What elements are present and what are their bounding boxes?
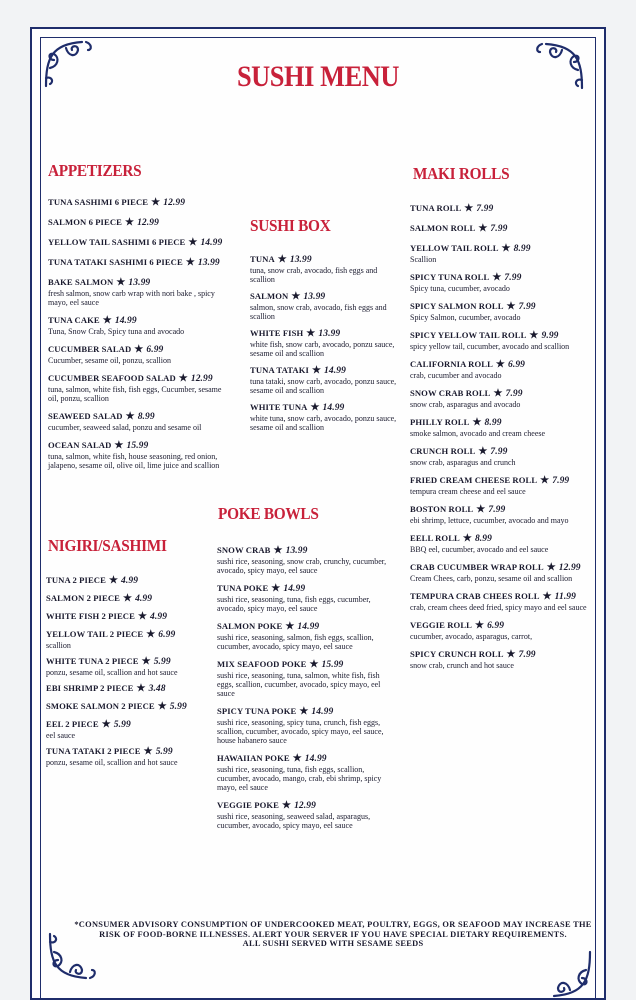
menu-item-name: CUCUMBER SALAD [48,344,132,354]
menu-item-price: 4.99 [121,576,139,586]
corner-ornament-bottom-right [536,948,594,1000]
menu-item-name-row [410,243,588,255]
consumer-advisory [70,920,596,949]
star-icon: ★ [157,701,167,712]
menu-item-price: 12.99 [137,218,159,228]
menu-item-description: sushi rice, seasoning, tuna, salmon, white fish, fish eggs, scallion, cucumber, avocado, spicy mayo, eel sauce [217,671,381,698]
menu-item-name-row [48,237,233,249]
menu-item-name-row [48,257,233,269]
menu-item-price: 7.99 [518,650,536,660]
menu-item-name: VEGGIE ROLL [410,620,472,630]
menu-item-name: SALMON 6 PIECE [48,217,122,227]
menu-item-name: YELLOW TAIL ROLL [410,243,499,253]
menu-item-name: SALMON [250,291,289,301]
menu-item-name-row [410,359,588,371]
menu-item [46,719,231,740]
menu-item-price: 7.99 [505,389,523,399]
menu-item-description: smoke salmon, avocado and cream cheese [410,429,546,438]
menu-item-description: Tuna, Snow Crab, Spicy tuna and avocado [48,327,185,336]
menu-item-price: 13.99 [303,292,326,302]
star-icon: ★ [101,719,111,730]
poke-bowls-list [217,545,397,838]
menu-item-name-row [46,683,231,695]
menu-item-name-row [250,254,402,266]
star-icon: ★ [292,753,302,764]
menu-item [410,562,588,583]
menu-item-price: 8.99 [137,412,155,422]
menu-item-description: tuna tataki, snow carb, avocado, ponzu sauce, sesame oil and scallion [250,377,397,395]
menu-item [217,706,397,745]
menu-item-name: CUCUMBER SEAFOOD SALAD [48,373,176,383]
menu-item-price: 5.99 [153,657,171,667]
star-icon: ★ [506,649,516,660]
star-icon: ★ [277,254,287,265]
menu-item-name: SALMON 2 PIECE [46,593,120,603]
menu-item-price: 11.99 [554,592,576,602]
star-icon: ★ [151,197,161,208]
star-icon: ★ [134,344,144,355]
menu-item-price: 8.99 [513,244,531,254]
menu-item [410,504,588,525]
menu-item-name: OCEAN SALAD [48,440,112,450]
menu-item [48,277,233,307]
menu-item-price: 7.99 [490,447,508,457]
menu-item-price: 4.99 [150,612,168,622]
menu-item-description: ponzu, sesame oil, scallion and hot sauce [46,668,178,677]
nigiri-heading: NIGIRI/SASHIMI [48,536,167,555]
menu-item-description: Cucumber, sesame oil, ponzu, scallion [48,356,171,365]
star-icon: ★ [122,593,133,604]
menu-item-name-row [217,753,397,765]
menu-item-name: BOSTON ROLL [410,504,474,514]
star-icon: ★ [492,272,502,283]
menu-item [46,629,231,650]
menu-item-name: TUNA SASHIMI 6 PIECE [48,197,149,207]
menu-item-name-row [46,746,231,758]
menu-item-description: Scallion [410,255,437,264]
menu-item-name: EELL ROLL [410,533,460,543]
menu-item-name-row [250,328,402,340]
poke-bowls-heading: POKE BOWLS [218,504,319,523]
menu-item-price: 13.99 [318,329,341,339]
menu-item-price: 7.99 [552,476,570,486]
star-icon: ★ [311,365,322,376]
menu-item [46,701,231,713]
menu-item-name: TUNA TATAKI [250,365,309,375]
star-icon: ★ [141,656,151,667]
star-icon: ★ [125,411,135,422]
menu-item-description: sushi rice, seasoning, seaweed salad, asparagus, cucumber, avocado, spicy mayo, eel sauce [217,812,371,830]
menu-item-name-row [410,272,588,284]
menu-item-name-row [46,701,231,713]
menu-item-price: 14.99 [324,366,346,376]
menu-item [48,257,233,269]
menu-item-price: 12.99 [294,801,316,811]
menu-item [250,254,402,284]
menu-item-name: TUNA ROLL [410,203,462,213]
menu-item [46,746,231,767]
menu-item-price: 7.99 [518,302,536,312]
star-icon: ★ [188,237,198,248]
menu-item-description: BBQ eel, cucumber, avocado and eel sauce [410,545,549,554]
menu-item-name: TUNA TATAKI 2 PIECE [46,746,141,756]
menu-item-name-row [217,621,397,633]
menu-item-description: white tuna, snow carb, avocado, ponzu sauce, sesame oil and scallion [250,414,397,432]
menu-item-description: tuna, salmon, white fish, house seasoning, red onion, jalapeno, sesame oil, olive oil, lime juice and scallion [48,452,220,470]
menu-item-price: 12.99 [163,198,186,208]
menu-item-name: MIX SEAFOOD POKE [217,659,307,669]
menu-item-name: HAWAIIAN POKE [217,753,290,763]
menu-item-name-row [217,659,397,671]
menu-item-name: WHITE FISH 2 PIECE [46,611,135,621]
menu-item-description: tempura cream cheese and eel sauce [410,487,526,496]
star-icon: ★ [273,545,283,556]
menu-item [410,475,588,496]
menu-item-name-row [410,504,588,516]
star-icon: ★ [542,591,552,602]
menu-item-description: scallion [46,641,71,650]
sesame-note: ALL SUSHI SERVED WITH SESAME SEEDS [242,939,424,948]
menu-item [250,402,402,432]
menu-item-description: snow crab, asparagus and avocado [410,400,521,409]
star-icon: ★ [472,417,482,428]
menu-item-price: 15.99 [321,660,344,670]
menu-item-name: WHITE TUNA [250,402,308,412]
menu-item-name: SMOKE SALMON 2 PIECE [46,701,155,711]
menu-item [250,365,402,395]
menu-item-name: YELLOW TAIL SASHIMI 6 PIECE [48,237,186,247]
menu-item-price: 6.99 [158,630,176,640]
menu-item [46,575,231,587]
menu-item-price: 15.99 [126,441,149,451]
menu-item-price: 13.99 [197,258,220,268]
menu-item-price: 14.99 [283,584,306,594]
menu-item [48,197,233,209]
menu-item-name: SNOW CRAB ROLL [410,388,491,398]
menu-item-name-row [46,656,231,668]
menu-item-name: YELLOW TAIL 2 PIECE [46,629,144,639]
menu-item [410,203,588,215]
menu-item-name-row [250,291,402,303]
appetizers-list [48,197,233,478]
menu-item-name-row [217,545,397,557]
menu-item-name-row [250,365,402,377]
menu-item-name: EEL 2 PIECE [46,719,99,729]
menu-item-name: TUNA 2 PIECE [46,575,106,585]
star-icon: ★ [506,301,516,312]
sushi-box-list [250,254,402,439]
menu-item-name-row [46,719,231,731]
menu-title: SUSHI MENU [236,60,400,93]
star-icon: ★ [306,328,316,339]
star-icon: ★ [185,257,195,268]
menu-item-name-row [410,649,588,661]
menu-item [250,291,402,321]
menu-item-price: 5.99 [169,702,187,712]
menu-item-name-row [46,629,231,641]
menu-item [46,683,231,695]
sushi-box-heading: SUSHI BOX [250,216,331,235]
menu-item-name: BAKE SALMON [48,277,114,287]
menu-item-name-row [48,315,233,327]
menu-item-name-row [410,533,588,545]
menu-item-name-row [410,223,588,235]
menu-item-price: 5.99 [155,747,173,757]
menu-item-description: cucumber, seaweed salad, ponzu and sesame oil [48,423,202,432]
menu-item-price: 14.99 [322,403,345,413]
menu-item [48,373,233,403]
menu-item-description: white fish, snow carb, avocado, ponzu sauce, sesame oil and scallion [250,340,395,358]
menu-item-price: 14.99 [114,316,137,326]
star-icon: ★ [137,611,148,622]
menu-item-name-row [410,301,588,313]
menu-item-price: 9.99 [541,331,559,341]
menu-item-description: Spicy Salmon, cucumber, avocado [410,313,521,322]
menu-item [410,446,588,467]
menu-item-price: 5.99 [113,720,131,730]
menu-item-price: 14.99 [297,622,320,632]
menu-item [410,417,588,438]
menu-item-description: sushi rice, seasoning, spicy tuna, crunch, fish eggs, scallion, cucumber, avocado, spicy mayo, eel sauce, house habanero sauce [217,718,384,745]
menu-item [410,620,588,641]
menu-item-description: snow crab, asparagus and crunch [410,458,516,467]
menu-item-description: sushi rice, seasoning, salmon, fish eggs, scallion, cucumber, avocado, spicy mayo, eel sauce [217,633,374,651]
menu-item-description: salmon, snow crab, avocado, fish eggs and scallion [250,303,387,321]
menu-item-price: 7.99 [504,273,522,283]
menu-item [410,243,588,264]
menu-item-name: TUNA CAKE [48,315,100,325]
menu-item-description: tuna, snow crab, avocado, fish eggs and scallion [250,266,378,284]
menu-item-name: TUNA TATAKI SASHIMI 6 PIECE [48,257,183,267]
nigiri-list [46,575,231,773]
menu-item-price: 6.99 [508,360,526,370]
menu-item-description: crab, cucumber and avocado [410,371,502,380]
menu-item-description: sushi rice, seasoning, tuna, fish eggs, cucumber, avocado, spicy mayo, eel sauce [217,595,371,613]
star-icon: ★ [462,533,472,544]
menu-item-name: SPICY SALMON ROLL [410,301,504,311]
menu-item-name-row [410,388,588,400]
menu-item-name-row [48,344,233,356]
star-icon: ★ [476,504,486,515]
menu-item [48,315,233,336]
menu-item-price: 7.99 [490,224,508,234]
menu-item-price: 13.99 [285,546,308,556]
menu-item-name-row [48,277,233,289]
menu-item-price: 6.99 [487,621,505,631]
menu-item-name: PHILLY ROLL [410,417,470,427]
star-icon: ★ [310,402,320,413]
menu-item [48,344,233,365]
menu-item [48,440,233,470]
menu-item [48,411,233,432]
menu-item-name-row [410,591,588,603]
star-icon: ★ [102,315,112,326]
advisory-text: *CONSUMER ADVISORY CONSUMPTION OF UNDERCOOKED MEAT, POULTRY, EGGS, OR SEAFOOD MAY INCREASE THE RISK OF FOOD-BORNE ILLNESSES. ALERT YOUR SERVER IF YOU HAVE SPECIAL DIETARY REQUIREMENTS. [74,920,592,939]
star-icon: ★ [529,330,539,341]
menu-item-description: snow crab, crunch and hot sauce [410,661,514,670]
menu-item [410,330,588,351]
menu-item-price: 14.99 [311,707,334,717]
star-icon: ★ [285,621,295,632]
star-icon: ★ [540,475,550,486]
menu-item-description: spicy yellow tail, cucumber, avocado and scallion [410,342,570,351]
menu-item [250,328,402,358]
menu-item [217,753,397,792]
star-icon: ★ [146,629,156,640]
menu-item-name: SPICY TUNA POKE [217,706,297,716]
menu-item-name-row [46,611,231,623]
menu-item-price: 7.99 [476,204,494,214]
menu-item [410,272,588,293]
star-icon: ★ [501,243,511,254]
menu-item [410,649,588,670]
menu-item [410,533,588,554]
star-icon: ★ [114,440,124,451]
menu-item-name-row [410,330,588,342]
menu-item-price: 14.99 [304,754,327,764]
menu-item-name-row [410,562,588,574]
menu-item-price: 13.99 [289,255,312,265]
menu-item-name-row [410,417,588,429]
menu-item-name: TUNA POKE [217,583,269,593]
star-icon: ★ [143,746,153,757]
menu-item [48,237,233,249]
menu-item-name-row [46,593,231,605]
menu-item-price: 4.99 [135,594,153,604]
menu-item-price: 7.99 [488,505,506,515]
star-icon: ★ [299,706,309,717]
menu-item-description: tuna, salmon, white fish, fish eggs, Cucumber, sesame oil, ponzu, scallion [48,385,222,403]
menu-item [46,611,231,623]
menu-item-description: fresh salmon, snow carb wrap with nori bake , spicy mayo, eel sauce [48,289,215,307]
menu-item [46,656,231,677]
star-icon: ★ [478,446,488,457]
menu-item [48,217,233,229]
star-icon: ★ [493,388,503,399]
menu-item-name-row [217,706,397,718]
menu-item-description: ebi shrimp, lettuce, cucumber, avocado and mayo [410,516,569,525]
menu-item-name: EBI SHRIMP 2 PIECE [46,683,134,693]
star-icon: ★ [546,562,556,573]
star-icon: ★ [116,277,126,288]
star-icon: ★ [271,583,281,594]
menu-item-name-row [410,203,588,215]
menu-item-name: SALMON ROLL [410,223,476,233]
menu-item-price: 14.99 [200,238,223,248]
menu-item-name-row [217,583,397,595]
star-icon: ★ [136,683,146,694]
star-icon: ★ [291,291,301,302]
menu-item [410,359,588,380]
menu-item-name-row [410,475,588,487]
menu-item-name: SEAWEED SALAD [48,411,123,421]
star-icon: ★ [124,217,135,228]
menu-item-name: SNOW CRAB [217,545,271,555]
menu-item [217,800,397,830]
menu-item-name: CRUNCH ROLL [410,446,476,456]
menu-item-price: 6.99 [146,345,164,355]
menu-item-description: crab, cream chees deed fried, spicy mayo and eel sauce [410,603,587,612]
menu-item-name-row [48,411,233,423]
menu-item-name: TEMPURA CRAB CHEES ROLL [410,591,540,601]
menu-item-name-row [48,373,233,385]
menu-item-name-row [46,575,231,587]
menu-item-name: SPICY CRUNCH ROLL [410,649,504,659]
menu-item [410,388,588,409]
menu-item [217,545,397,575]
menu-item-name: WHITE FISH [250,328,304,338]
star-icon: ★ [475,620,485,631]
star-icon: ★ [478,223,488,234]
menu-item-name-row [48,197,233,209]
maki-rolls-list [410,203,588,678]
menu-item-name: CRAB CUCUMBER WRAP ROLL [410,562,544,572]
menu-item-name: SPICY TUNA ROLL [410,272,490,282]
menu-item-name-row [410,446,588,458]
star-icon: ★ [178,373,188,384]
menu-item-name: TUNA [250,254,275,264]
menu-item-name-row [48,440,233,452]
menu-item-price: 13.99 [128,278,151,288]
star-icon: ★ [281,800,292,811]
menu-item-name: FRIED CREAM CHEESE ROLL [410,475,538,485]
menu-item-description: cucumber, avocado, asparagus, carrot, [410,632,533,641]
maki-rolls-heading: MAKI ROLLS [413,164,510,183]
appetizers-heading: APPETIZERS [48,161,142,180]
menu-item-description: sushi rice, seasoning, tuna, fish eggs, scallion, cucumber, avocado, mango, crab, ebi shrimp, spicy mayo, eel sauce [217,765,382,792]
menu-item-price: 8.99 [474,534,492,544]
star-icon: ★ [464,203,474,214]
menu-item [217,583,397,613]
menu-item [217,621,397,651]
menu-item [217,659,397,698]
menu-item [410,301,588,322]
menu-item-description: ponzu, sesame oil, scallion and hot sauce [46,758,178,767]
menu-item-description: sushi rice, seasoning, snow crab, crunchy, cucumber, avocado, spicy mayo, eel sauce [217,557,387,575]
menu-item-name-row [250,402,402,414]
menu-item-name-row [410,620,588,632]
menu-item-name-row [217,800,397,812]
menu-item-name: CALIFORNIA ROLL [410,359,493,369]
menu-item-name: WHITE TUNA 2 PIECE [46,656,139,666]
menu-item-description: Spicy tuna, cucumber, avocado [410,284,510,293]
menu-item [46,593,231,605]
menu-item-price: 8.99 [484,418,502,428]
menu-item [410,223,588,235]
menu-item-description: Cream Chees, carb, ponzu, sesame oil and scallion [410,574,573,583]
menu-item-price: 3.48 [148,684,166,694]
menu-item-description: eel sauce [46,731,76,740]
menu-item-price: 12.99 [190,374,213,384]
star-icon: ★ [309,659,319,670]
menu-item [410,591,588,612]
menu-item-name: SALMON POKE [217,621,283,631]
menu-item-name: SPICY YELLOW TAIL ROLL [410,330,527,340]
menu-item-price: 12.99 [558,563,581,573]
star-icon: ★ [108,575,119,586]
menu-item-name-row [48,217,233,229]
menu-item-name: VEGGIE POKE [217,800,279,810]
star-icon: ★ [495,359,505,370]
